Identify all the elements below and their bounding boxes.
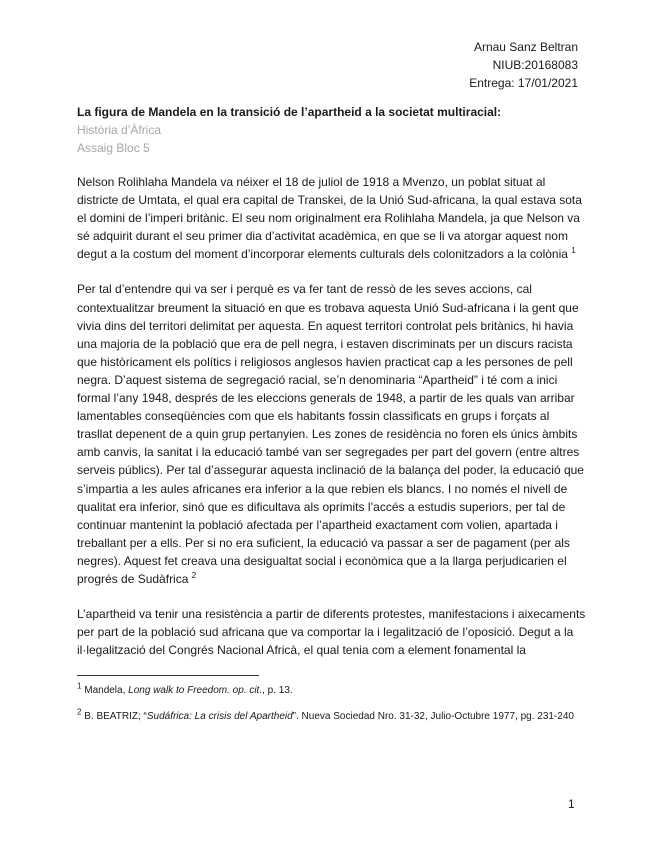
footnote-number: 1: [77, 681, 82, 691]
paragraph: L’apartheid va tenir una resistència a partir de diferents protestes, manifestacions i aixecaments per part de la població sud africana que va comportar la i legalització de l’oposició. Degut a la il·legalització del Congrés Nacional Africà, el qual tenia com a element fonamental la: [77, 607, 586, 658]
essay-title: La figura de Mandela en la transició de l’apartheid a la societat multiracial:: [77, 105, 502, 119]
footnote-number: 2: [77, 707, 82, 717]
title-block: [77, 103, 587, 157]
paragraph: Nelson Rolihlaha Mandela va néixer el 18 de juliol de 1918 a Mvenzo, un poblat situat al districte de Umtata, el qual era capital de Transkei, de la Unió Sud-africana, la qual estava sota el domini de l’imperi britànic. El seu nom originalment era Rolihlaha Mandela, ja que Nelson va sé adquirit durant el seu primer dia d’activitat acadèmica, en que se li va atorgar aquest nom degut a la costum del moment d’incorporar elements culturals dels colonitzadors a la colònia $^1$: [77, 175, 582, 262]
footnote-separator: [77, 675, 259, 676]
student-id: NIUB:20168083: [492, 58, 578, 72]
course-name: Història d’Àfrica: [77, 123, 162, 137]
paragraph: Per tal d’entendre qui va ser i perquè es va fer tant de ressò de les seves accions, cal contextualitzar breument la situació en que es trobava aquesta Unió Sud-africana i la gent que vivia dins del territori delimitat per aquesta. En aquest territori controlat pels britànics, hi havia una majoria de la població que era de pell negra, i estaven discriminats per un discurs racista que històricament els polítics i religiosos anglesos havien practicat cap a les persones de pell negra. D’aquest sistema de segregació racial, se’n denominaria “Apartheid” i té com a inici formal l’any 1948, després de les eleccions generals de 1948, a partir de les quals van arribar lamentables conseqüències com que els habitants fossin classificats en grups i forçats al trasllat depenent de a quin grup pertanyien. Les zones de residència no foren els únics àmbits amb canvis, la sanitat i la educació també van ser segregades per part del govern (entre altres serveis públics). Per tal d’assegurar aquesta inclinació de la balança del poder, la educació que s’impartia a les aules africanes era inferior a la que rebien els blancs. I no només el nivell de qualitat era inferior, sinó que es dificultava als oprimits l’accés a estudis superiors, per tal de continuar mantenint la població afectada per l’apartheid exactament com volien, apartada i treballant per a ells. Per si no era suficient, la educació va passar a ser de pagament (per als negres). Aquest fet creava una desigualtat social i econòmica que a la llarga perjudicarien el progrés de Sudàfrica $^2$: [77, 282, 584, 586]
footnote-ref: 2: [191, 570, 197, 580]
page-number: 1: [568, 797, 575, 811]
footnote: $^2$ B. BEATRIZ; “Sudáfrica: La crisis del Apartheid”. Nueva Sociedad Nro. 31-32, Julio-Octubre 1977, pg. 231-240: [77, 707, 574, 722]
footnote: $^1$ Mandela, Long walk to Freedom. op. cit., p. 13.: [77, 681, 293, 696]
author-name: Arnau Sanz Beltran: [473, 40, 578, 54]
footnote-ref: 1: [571, 246, 576, 256]
assignment-name: Assaig Bloc 5: [77, 141, 150, 155]
footnotes: [77, 681, 577, 736]
author-header: [469, 38, 578, 92]
delivery-date: Entrega: 17/01/2021: [469, 76, 578, 90]
essay-body: [77, 173, 586, 676]
